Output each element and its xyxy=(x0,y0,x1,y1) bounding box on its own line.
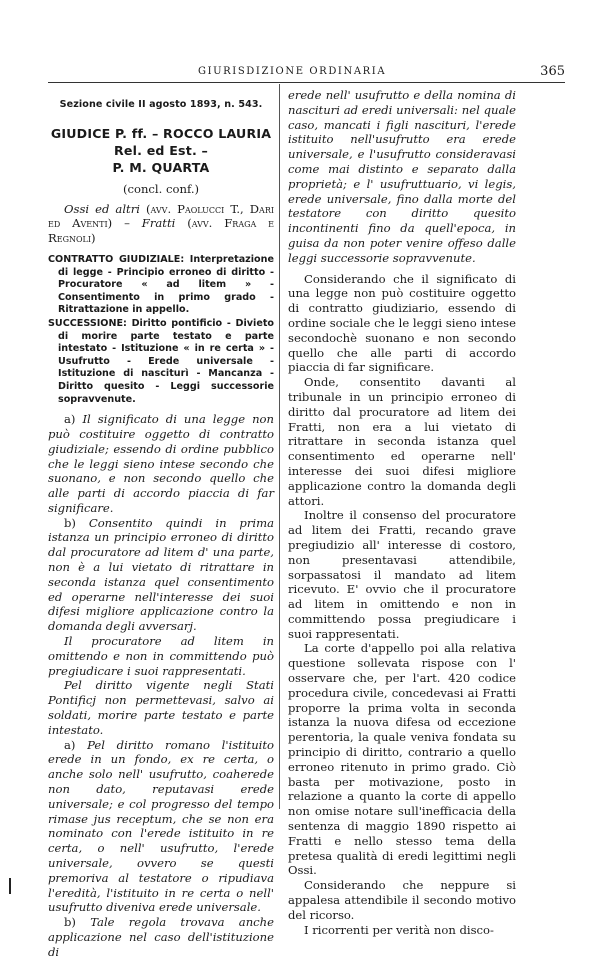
para-text: Il procuratore ad litem in omittendo e non in committendo può pregiudicare i suoi rappresentati. xyxy=(48,634,274,678)
section-heading: Sezione civile II agosto 1893, n. 543. xyxy=(59,99,263,110)
right-paragraph: Considerando che neppure si appalesa attendibile il secondo motivo del ricorso. xyxy=(288,878,516,922)
para-lead: a) xyxy=(64,412,76,427)
page-number: 365 xyxy=(540,64,565,79)
party-second: Fratti xyxy=(141,216,176,231)
left-paragraph xyxy=(48,634,274,678)
para-text: Pel diritto romano l'istituito erede in un fondo, ex re certa, o anche solo nell' usufrutto, coaherede non dato, reputavasi erede universale; e col progresso del tempo rimase jus receptum, che se non era nominato con l'erede istituito in re certa, o nell' usufrutto, l'erede universale, ovvero se questi premoriva al testatore o ripudiava l'eredità, l'istituito in re certa o nell' usufrutto diveniva erede universale. xyxy=(48,737,275,915)
left-paragraph xyxy=(48,412,274,516)
left-paragraph xyxy=(48,516,274,634)
header-rule xyxy=(48,82,565,83)
parties xyxy=(48,202,274,246)
right-paragraph: Onde, consentito davanti al tribunale in un principio erroneo di diritto dal procuratore ad litem dei Fratti, non era a lui vietato di ritrattare in seconda istanza quel consentimento ed operarne nell' interesse dei suoi difesi migliore applicazione contro la domanda degli attori. xyxy=(288,375,516,508)
para-text: Consentito quindi in prima istanza un principio erroneo di diritto dal procuratore ad litem d' una parte, non è a lui vietato di ritrattare in seconda istanza quel consentimento ed operarne nell'interesse dei suoi difesi migliore applicazione contro la domanda degli avversarj. xyxy=(48,515,274,634)
para-lead: b) xyxy=(64,915,76,930)
para-text: Pel diritto vigente negli Stati Pontificj non permettevasi, salvo ai soldati, morire parte testato e parte intestato. xyxy=(48,678,274,737)
party-first: Ossi ed altri xyxy=(64,201,140,216)
left-paragraph xyxy=(48,738,274,916)
running-head xyxy=(48,64,565,82)
margin-mark xyxy=(9,878,11,894)
party-first-counsel: (avv. Paolucci T., Dari ed Aventi) xyxy=(48,201,275,231)
para-lead: b) xyxy=(64,515,76,530)
right-paragraph: erede nell' usufrutto e della nomina di nascituri ad eredi universali: nel quale caso, mancati i figli nascituri, l'erede istituito nell'usufrutto era erede universale, e l'usufrutto consideravasi come mai distinto e separato dalla proprietà; e l' usufruttuario, vi legis, erede universale, fino dalla morte del testatore con diritto quesito incontinenti fino da quell'epoca, in guisa da non poter venire offeso dalle leggi successorie sopravvenute. xyxy=(288,88,516,265)
para-lead: a) xyxy=(64,737,76,752)
right-paragraph: Considerando che il significato di una legge non può costituire oggetto di contratto giudiziario, essendo di ordine sociale che le leggi sieno intese secondochè suonano e non secondo quello che alle parti di accordo piaccia di far significare. xyxy=(288,271,516,375)
para-text: Tale regola trovava anche applicazione nel caso dell'istituzione di xyxy=(48,915,274,959)
maxim-succession: SUCCESSIONE: Diritto pontificio - Divieto di morire parte testato e parte intestato - Istituzione « in re certa » - Usufrutto - Erede universale - Istituzione di nasciturì - Mancanza - Diritto quesito - Leggi successorie sopravvenute. xyxy=(48,317,274,405)
right-paragraph: I ricorrenti per verità non disco- xyxy=(304,922,494,937)
running-title: GIURISDIZIONE ORDINARIA xyxy=(198,66,387,77)
left-paragraph xyxy=(48,678,274,737)
right-column xyxy=(288,88,516,937)
para-text: Il significato di una legge non può costituire oggetto di contratto giudiziale; essendo di ordine pubblico che le leggi sieno intese secondo che suonano, e non secondo quello che alle parti di accordo piaccia di far significare. xyxy=(48,412,274,515)
judges-line-1: GIUDICE P. ff. – ROCCO LAURIA Rel. ed Est. – xyxy=(50,125,272,158)
party-second-counsel: (avv. Fraga e Regnoli) xyxy=(48,216,275,246)
left-column xyxy=(48,88,274,960)
left-paragraph xyxy=(48,915,274,959)
conclusion: (concl. conf.) xyxy=(122,181,200,196)
right-paragraph: La corte d'appello poi alla relativa questione sollevata rispose con l' osservare che, per l'art. 420 codice procedura civile, concedevasi ai Fratti proporre la prima volta in seconda istanza la nuova difesa od eccezione perentoria, la quale veniva fondata su principio di diritto, contrario a quello erroneo ritenuto in primo grado. Ciò basta per motivazione, posto in relazione a quanto la corte di appello non omise notare sull'inefficacia della sentenza di maggio 1890 rispetto ai Fratti e nello stesso tema della pretesa qualità di eredi legittimi negli Ossi. xyxy=(288,641,516,878)
column-divider xyxy=(279,84,280,809)
judges-line xyxy=(48,125,274,176)
party-separator: – xyxy=(124,216,130,231)
maxim-contract: CONTRATTO GIUDIZIALE: Interpretazione di legge - Principio erroneo di diritto - Procuratore « ad litem » - Consentimento in primo grado - Ritrattazione in appello. xyxy=(48,253,274,316)
judges-line-2: P. M. QUARTA xyxy=(112,159,210,175)
right-paragraph: Inoltre il consenso del procuratore ad litem dei Fratti, recando grave pregiudizio all' interesse di costoro, non presentavasi attendibile, sorpassatosi il mandato ad litem ricevuto. E' ovvio che il procuratore ad litem in omittendo e non in committendo possa pregiudicare i suoi rappresentati. xyxy=(288,508,516,641)
